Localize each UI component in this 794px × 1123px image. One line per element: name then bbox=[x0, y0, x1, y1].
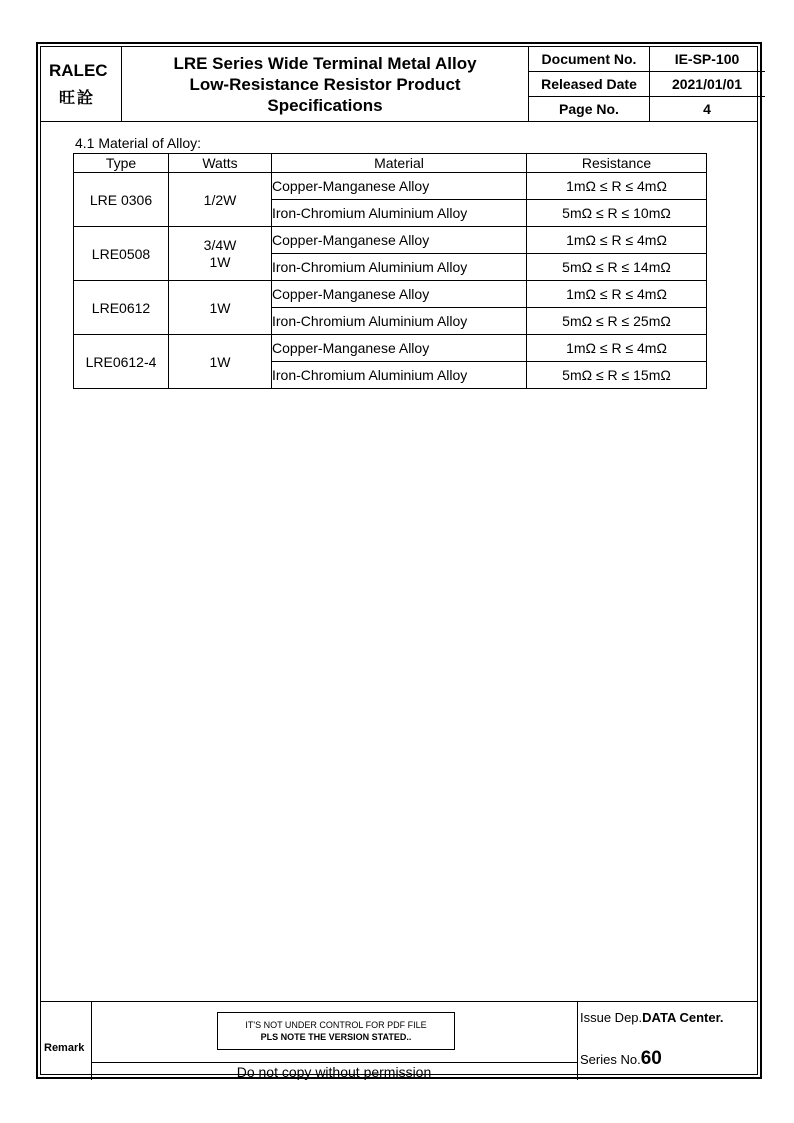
meta-value: 2021/01/01 bbox=[671, 76, 743, 92]
section-title: 4.1 Material of Alloy: bbox=[75, 135, 202, 151]
control-notice-line-1: IT'S NOT UNDER CONTROL FOR PDF FILE bbox=[245, 1020, 427, 1030]
title-line-1: LRE Series Wide Terminal Metal Alloy bbox=[173, 54, 477, 73]
watts-cell: 1W bbox=[169, 335, 272, 389]
meta-value: 4 bbox=[703, 101, 711, 117]
watts-cell: 1/2W bbox=[169, 173, 272, 227]
resistance-cell: 1mΩ ≤ R ≤ 4mΩ bbox=[527, 227, 707, 254]
resistance-cell: 5mΩ ≤ R ≤ 25mΩ bbox=[527, 308, 707, 335]
company-name-en: RALEC bbox=[49, 61, 108, 80]
issue-value: DATA Center. bbox=[642, 1010, 724, 1025]
control-notice-line-2: PLS NOTE THE VERSION STATED.. bbox=[260, 1032, 412, 1042]
table-header-row bbox=[74, 154, 707, 173]
watts-cell: 1W bbox=[169, 281, 272, 335]
document-header bbox=[41, 47, 757, 122]
company-logo bbox=[41, 47, 122, 121]
issue-department bbox=[580, 1010, 724, 1025]
column-header-material: Material bbox=[272, 154, 527, 173]
remark-label: Remark bbox=[44, 1042, 85, 1054]
table-row bbox=[74, 281, 707, 308]
material-cell: Copper-Manganese Alloy bbox=[272, 227, 527, 254]
series-value: 60 bbox=[640, 1048, 662, 1069]
resistance-cell: 5mΩ ≤ R ≤ 10mΩ bbox=[527, 200, 707, 227]
material-cell: Iron-Chromium Aluminium Alloy bbox=[272, 308, 527, 335]
material-cell: Copper-Manganese Alloy bbox=[272, 173, 527, 200]
column-header-type: Type bbox=[74, 154, 169, 173]
type-cell: LRE0612 bbox=[74, 281, 169, 335]
meta-row-document-no bbox=[529, 47, 765, 72]
material-cell: Copper-Manganese Alloy bbox=[272, 335, 527, 362]
resistance-cell: 1mΩ ≤ R ≤ 4mΩ bbox=[527, 335, 707, 362]
copy-notice: Do not copy without permission bbox=[91, 1062, 577, 1081]
title-line-2: Low-Resistance Resistor Product bbox=[189, 75, 461, 94]
material-cell: Iron-Chromium Aluminium Alloy bbox=[272, 254, 527, 281]
document-footer bbox=[41, 1001, 757, 1080]
series-label: Series No. bbox=[580, 1052, 641, 1067]
control-notice-box bbox=[217, 1012, 455, 1050]
material-cell: Iron-Chromium Aluminium Alloy bbox=[272, 200, 527, 227]
document-title bbox=[122, 47, 529, 121]
series-number bbox=[580, 1048, 662, 1070]
meta-key: Document No. bbox=[529, 47, 650, 71]
title-line-3: Specifications bbox=[267, 96, 383, 115]
document-frame bbox=[36, 42, 762, 1079]
material-cell: Copper-Manganese Alloy bbox=[272, 281, 527, 308]
meta-row-page-no bbox=[529, 97, 765, 121]
resistance-cell: 1mΩ ≤ R ≤ 4mΩ bbox=[527, 281, 707, 308]
column-header-watts: Watts bbox=[169, 154, 272, 173]
issue-info bbox=[577, 1002, 757, 1080]
material-cell: Iron-Chromium Aluminium Alloy bbox=[272, 362, 527, 389]
table-row bbox=[74, 227, 707, 254]
document-meta bbox=[529, 47, 765, 121]
type-cell: LRE0612-4 bbox=[74, 335, 169, 389]
resistance-cell: 1mΩ ≤ R ≤ 4mΩ bbox=[527, 173, 707, 200]
table-row bbox=[74, 335, 707, 362]
document-inner-frame bbox=[40, 46, 758, 1080]
meta-key: Page No. bbox=[529, 97, 650, 121]
alloy-material-table bbox=[73, 153, 707, 389]
watts-cell: 3/4W 1W bbox=[169, 227, 272, 281]
type-cell: LRE0508 bbox=[74, 227, 169, 281]
resistance-cell: 5mΩ ≤ R ≤ 14mΩ bbox=[527, 254, 707, 281]
column-header-resistance: Resistance bbox=[527, 154, 707, 173]
type-cell: LRE 0306 bbox=[74, 173, 169, 227]
issue-label: Issue Dep. bbox=[580, 1010, 643, 1025]
meta-key: Released Date bbox=[529, 72, 650, 96]
resistance-cell: 5mΩ ≤ R ≤ 15mΩ bbox=[527, 362, 707, 389]
table-row bbox=[74, 173, 707, 200]
meta-value: IE-SP-100 bbox=[674, 51, 740, 67]
company-name-zh: 旺詮 bbox=[59, 88, 96, 107]
remark-cell bbox=[41, 1002, 92, 1080]
meta-row-released-date bbox=[529, 72, 765, 97]
